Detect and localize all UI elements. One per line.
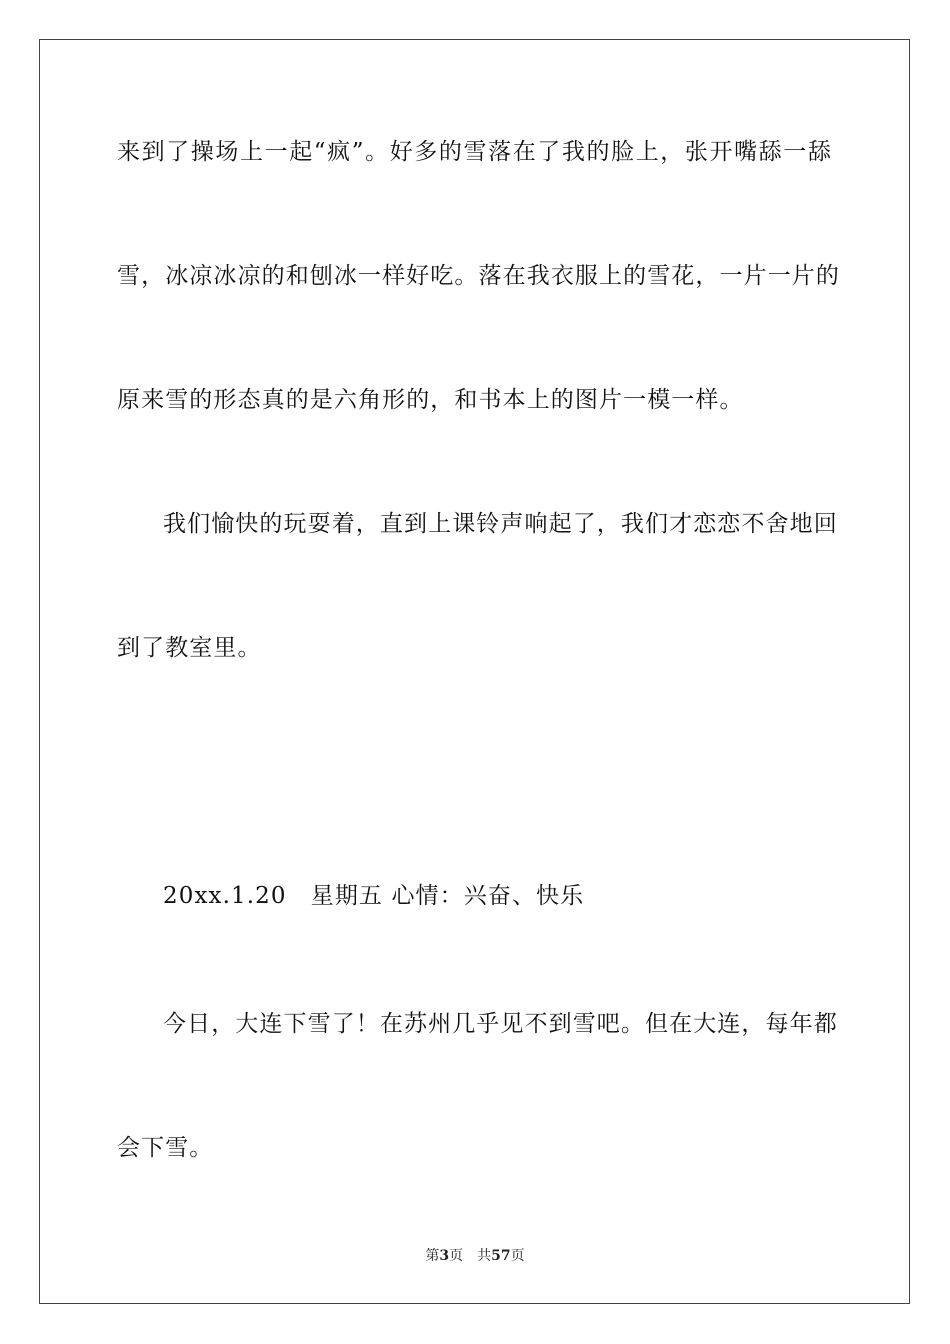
footer-total-suffix: 页 (510, 1248, 525, 1264)
footer-page-number: 3 (439, 1248, 450, 1264)
body-line-6: 今日，大连下雪了！在苏州几乎见不到雪吧。但在大连，每年都 (163, 1011, 838, 1037)
page-footer (0, 1247, 950, 1265)
footer-prefix: 第 (425, 1248, 440, 1264)
body-line-1: 来到了操场上一起“疯”。好多的雪落在了我的脸上，张开嘴舔一舔 (117, 139, 832, 165)
footer-total-prefix: 共 (477, 1248, 492, 1264)
body-line-4: 我们愉快的玩耍着，直到上课铃声响起了，我们才恋恋不舍地回 (163, 511, 838, 537)
body-line-5: 到了教室里。 (117, 635, 262, 661)
footer-total-pages: 57 (491, 1248, 511, 1264)
page-border (39, 39, 910, 1304)
footer-page-suffix: 页 (449, 1248, 464, 1264)
body-line-2: 雪，冰凉冰凉的和刨冰一样好吃。落在我衣服上的雪花，一片一片的 (117, 263, 840, 289)
body-line-7: 会下雪。 (117, 1135, 214, 1161)
diary-date-line: 20xx.1.20 星期五 心情：兴奋、快乐 (163, 883, 585, 909)
body-line-3: 原来雪的形态真的是六角形的，和书本上的图片一模一样。 (117, 387, 744, 413)
